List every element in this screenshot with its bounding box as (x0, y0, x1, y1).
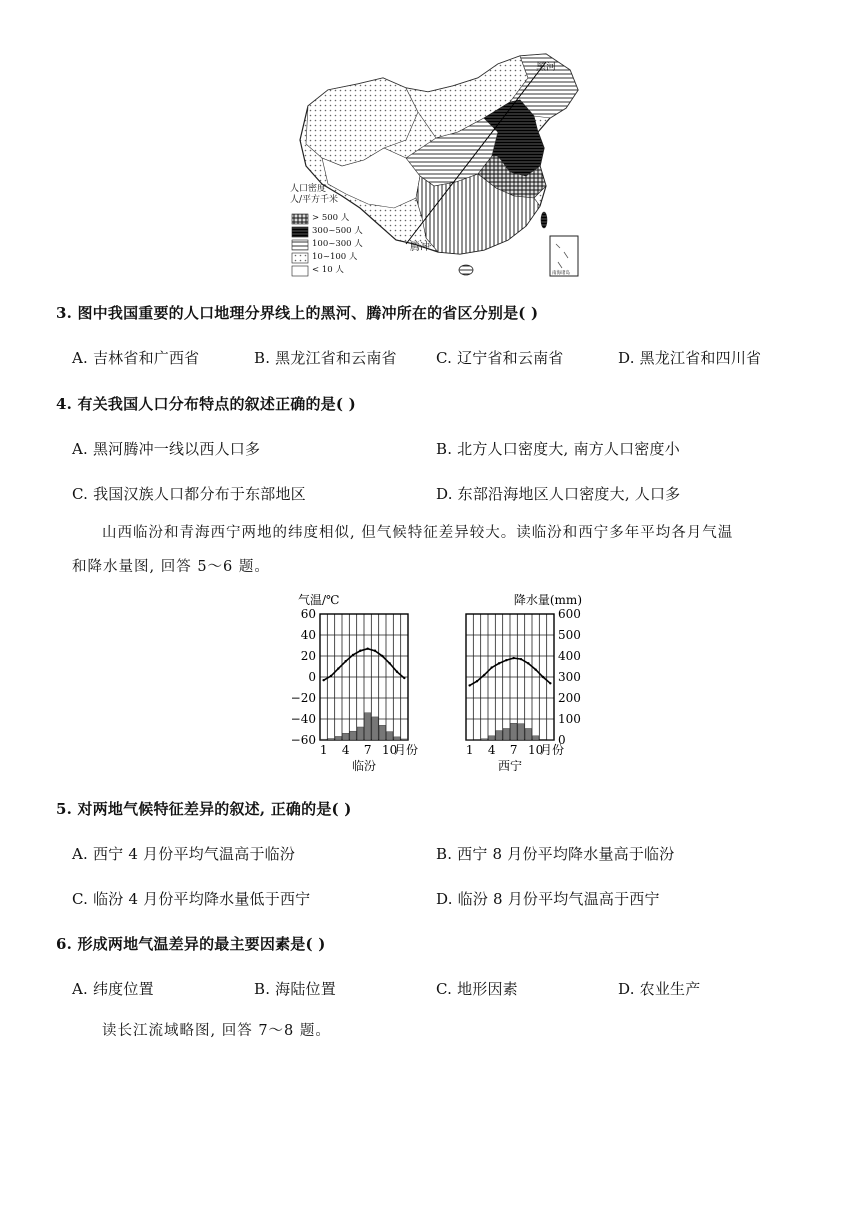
x-axis-label: 月份 (540, 743, 565, 757)
temperature-point (366, 647, 368, 649)
precip-tick-label: 400 (558, 649, 581, 663)
climate-chart-svg (284, 586, 596, 786)
q4-option-d[interactable]: D. 东部沿海地区人口密度大, 人口多 (436, 485, 681, 503)
precip-bar (365, 713, 371, 740)
precip-tick-label: 600 (558, 607, 581, 621)
precip-bar (518, 724, 524, 740)
q3-option-c[interactable]: C. 辽宁省和云南省 (436, 349, 564, 367)
temperature-point (527, 662, 529, 664)
x-axis-label: 月份 (394, 743, 419, 757)
temperature-point (359, 650, 361, 652)
precip-bar (343, 733, 349, 740)
inset-label: 南海诸岛 (552, 271, 570, 276)
q6-option-d[interactable]: D. 农业生产 (618, 980, 701, 998)
legend-item: 300~500 人 (312, 226, 363, 236)
temp-tick-label: 0 (308, 670, 316, 684)
temperature-point (498, 662, 500, 664)
temperature-point (468, 684, 470, 686)
precip-tick-label: 100 (558, 712, 581, 726)
q3-option-a[interactable]: A. 吉林省和广西省 (72, 349, 200, 367)
legend-labels (312, 212, 363, 277)
precip-bar (511, 723, 517, 740)
precip-bar (328, 739, 334, 740)
x-tick-label: 4 (487, 743, 496, 757)
temp-tick-label: −20 (290, 691, 316, 705)
temperature-point (330, 675, 332, 677)
precip-tick-label: 300 (558, 670, 581, 684)
question-6-title: 6. 形成两地气温差异的最主要因素是( ) (56, 935, 326, 953)
precip-bar (525, 728, 531, 740)
precip-bar (394, 737, 400, 740)
q4-option-b[interactable]: B. 北方人口密度大, 南方人口密度小 (436, 440, 680, 458)
taiwan-island (541, 212, 547, 228)
x-tick-label: 7 (363, 743, 372, 757)
precip-bar (372, 717, 378, 740)
precip-bar (496, 731, 502, 740)
precip-bar (387, 732, 393, 740)
precip-bar (533, 736, 539, 740)
temp-axis-label: 气温/℃ (298, 593, 340, 607)
temperature-point (388, 662, 390, 664)
q6-option-c[interactable]: C. 地形因素 (436, 980, 518, 998)
x-tick-label: 1 (465, 743, 474, 757)
temperature-point (542, 676, 544, 678)
label-tengchong: 腾冲 (410, 242, 430, 253)
temperature-point (352, 654, 354, 656)
legend-item: < 10 人 (312, 265, 344, 275)
temp-tick-label: 20 (300, 649, 316, 663)
precip-bar (481, 739, 487, 740)
legend-title-line1: 人口密度 (290, 184, 327, 194)
temperature-point (512, 657, 514, 659)
precip-bar (503, 728, 509, 740)
temperature-point (322, 679, 324, 681)
temp-tick-label: −40 (290, 712, 316, 726)
temp-tick-label: 40 (300, 628, 316, 642)
q5-option-d[interactable]: D. 临汾 8 月份平均气温高于西宁 (436, 890, 660, 908)
x-tick-label: 10 (382, 743, 398, 757)
legend-title-line2: 人/平方千米 (290, 195, 339, 205)
temp-tick-label: 60 (300, 607, 316, 621)
x-tick-label: 1 (319, 743, 328, 757)
temperature-point (403, 677, 405, 679)
q6-option-b[interactable]: B. 海陆位置 (254, 980, 336, 998)
legend-item: 10~100 人 (312, 252, 358, 262)
q4-option-c[interactable]: C. 我国汉族人口都分布于东部地区 (72, 485, 306, 503)
precip-tick-label: 0 (558, 733, 566, 747)
q6-option-a[interactable]: A. 纬度位置 (72, 980, 154, 998)
temperature-point (534, 668, 536, 670)
legend-item: > 500 人 (312, 213, 350, 223)
precip-bar (357, 727, 363, 740)
q3-option-d[interactable]: D. 黑龙江省和四川省 (618, 349, 762, 367)
intro-7-8: 读长江流域略图, 回答 7～8 题。 (102, 1023, 331, 1039)
q5-option-b[interactable]: B. 西宁 8 月份平均降水量高于临汾 (436, 845, 675, 863)
intro-5-6-line2: 和降水量图, 回答 5～6 题。 (72, 559, 270, 575)
precip-tick-label: 500 (558, 628, 581, 642)
temperature-point (520, 658, 522, 660)
chart-title: 西宁 (497, 759, 523, 773)
temperature-point (505, 659, 507, 661)
q5-option-a[interactable]: A. 西宁 4 月份平均气温高于临汾 (72, 845, 296, 863)
temperature-point (374, 650, 376, 652)
intro-5-6-line1: 山西临汾和青海西宁两地的纬度相似, 但气候特征差异较大。读临汾和西宁多年平均各月气温 (102, 525, 734, 541)
precip-bar (379, 725, 385, 740)
x-tick-label: 7 (509, 743, 518, 757)
precip-bar (350, 731, 356, 740)
legend-item: 100~300 人 (312, 239, 363, 249)
temperature-point (476, 680, 478, 682)
temperature-point (483, 674, 485, 676)
hainan-island (459, 265, 473, 275)
temperature-point (396, 671, 398, 673)
climate-charts (284, 586, 596, 786)
q5-option-c[interactable]: C. 临汾 4 月份平均降水量低于西宁 (72, 890, 311, 908)
question-3-title: 3. 图中我国重要的人口地理分界线上的黑河、腾冲所在的省区分别是( ) (56, 304, 539, 322)
population-density-map (288, 48, 586, 284)
temp-tick-label: −60 (290, 733, 316, 747)
precip-bar (540, 739, 546, 740)
chart-title: 临汾 (351, 759, 377, 773)
temperature-point (344, 660, 346, 662)
legend-title (290, 184, 338, 206)
precip-axis-label: 降水量(mm) (513, 593, 582, 607)
x-tick-label: 4 (341, 743, 350, 757)
precip-bar (401, 739, 407, 740)
q4-option-a[interactable]: A. 黑河腾冲一线以西人口多 (72, 440, 261, 458)
precip-bar (489, 736, 495, 740)
temperature-point (490, 666, 492, 668)
precip-tick-label: 200 (558, 691, 581, 705)
question-4-title: 4. 有关我国人口分布特点的叙述正确的是( ) (56, 395, 356, 413)
map-legend (292, 214, 308, 276)
temperature-point (381, 655, 383, 657)
q3-option-b[interactable]: B. 黑龙江省和云南省 (254, 349, 397, 367)
temperature-point (337, 667, 339, 669)
question-5-title: 5. 对两地气候特征差异的叙述, 正确的是( ) (56, 800, 352, 818)
label-heihe: 黑河 (536, 62, 556, 73)
precip-bar (321, 739, 327, 740)
x-tick-label: 10 (528, 743, 544, 757)
temperature-point (549, 682, 551, 684)
precip-bar (335, 736, 341, 740)
